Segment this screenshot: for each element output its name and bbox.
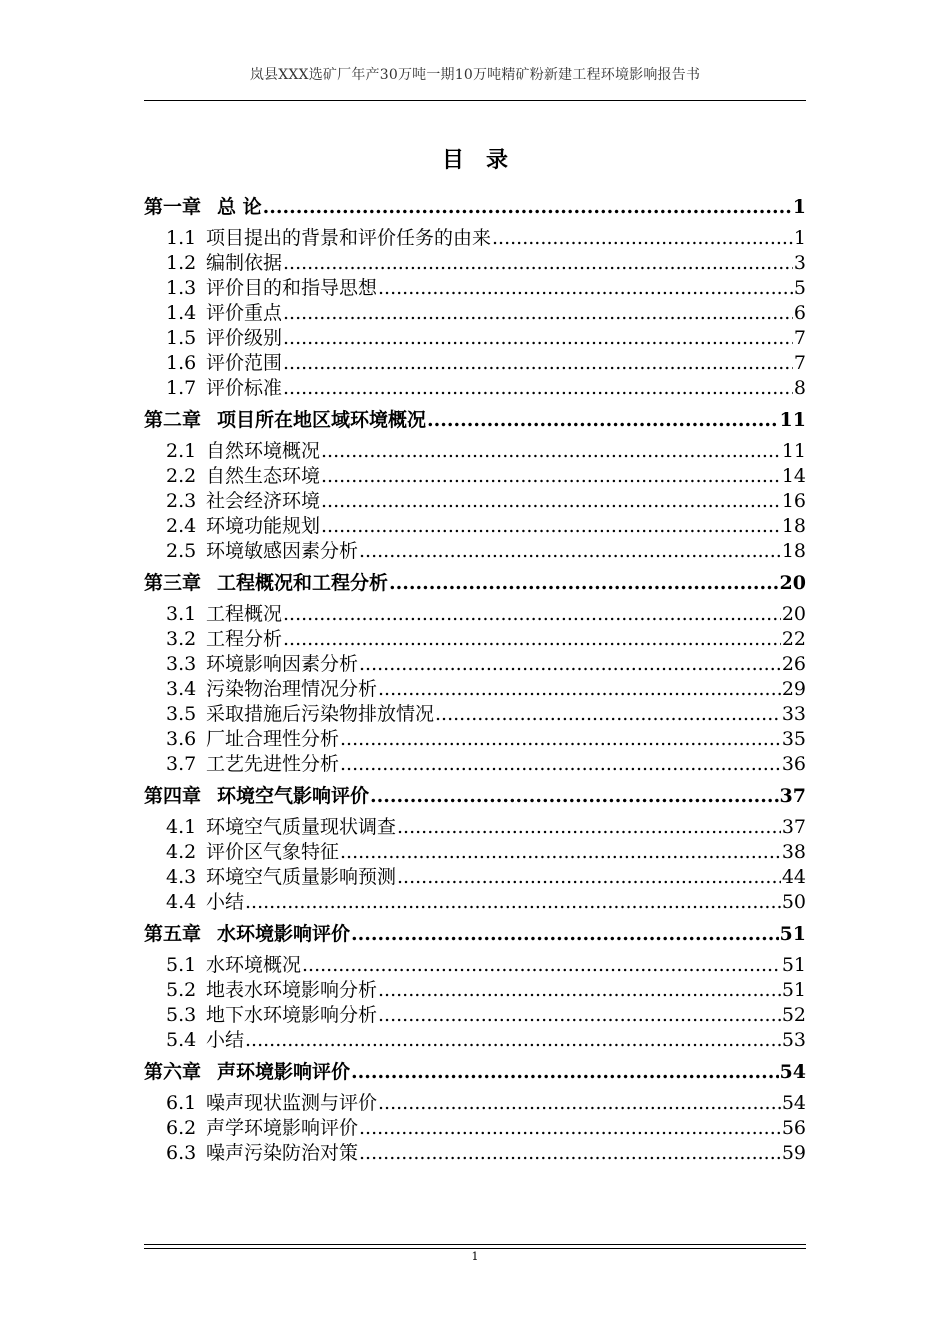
section-page-number: 59	[781, 1142, 806, 1164]
toc-chapter	[144, 568, 806, 781]
section-page-number: 50	[781, 891, 806, 913]
section-page-number: 36	[781, 753, 806, 775]
section-number: 2.4	[166, 515, 197, 537]
dot-leader	[378, 1003, 781, 1028]
dot-leader	[492, 226, 793, 251]
section-title: 环境影响因素分析	[206, 653, 359, 675]
toc-chapter-entry[interactable]	[144, 405, 806, 435]
section-title: 水环境概况	[206, 954, 302, 976]
toc-chapter-entry[interactable]	[144, 1057, 806, 1087]
dot-leader	[359, 1116, 781, 1141]
section-number: 1.6	[166, 352, 197, 374]
toc-section-entry[interactable]	[144, 752, 806, 777]
section-title: 声学环境影响评价	[206, 1117, 359, 1139]
section-title: 地表水环境影响分析	[206, 979, 378, 1001]
section-list	[144, 435, 806, 568]
section-number: 4.3	[166, 866, 197, 888]
chapter-page-number: 37	[779, 785, 806, 807]
section-page-number: 18	[781, 515, 806, 537]
dot-leader	[359, 1141, 781, 1166]
section-page-number: 26	[781, 653, 806, 675]
section-title: 环境空气质量影响预测	[206, 866, 397, 888]
toc-chapter	[144, 781, 806, 919]
section-number: 6.1	[166, 1092, 197, 1114]
section-title: 小结	[206, 891, 245, 913]
section-page-number: 8	[793, 377, 806, 399]
toc-section-entry[interactable]	[144, 1141, 806, 1166]
chapter-label: 第一章	[144, 196, 202, 218]
section-title: 工程分析	[206, 628, 283, 650]
dot-leader	[321, 439, 781, 464]
toc-section-entry[interactable]	[144, 326, 806, 351]
section-number: 1.2	[166, 252, 197, 274]
toc-title: 目录	[441, 147, 530, 173]
toc-section-entry[interactable]	[144, 652, 806, 677]
toc-section-entry[interactable]	[144, 464, 806, 489]
section-number: 6.3	[166, 1142, 197, 1164]
footer-rule-thin	[144, 1248, 806, 1249]
section-page-number: 35	[781, 728, 806, 750]
section-title: 评价标准	[206, 377, 283, 399]
chapter-title: 工程概况和工程分析	[217, 572, 389, 594]
section-title: 小结	[206, 1029, 245, 1051]
dot-leader	[321, 464, 781, 489]
section-page-number: 11	[781, 440, 806, 462]
section-number: 5.2	[166, 979, 197, 1001]
toc-section-entry[interactable]	[144, 677, 806, 702]
section-page-number: 3	[793, 252, 806, 274]
toc-section-entry[interactable]	[144, 727, 806, 752]
chapter-page-number: 20	[779, 572, 806, 594]
toc-section-entry[interactable]	[144, 489, 806, 514]
section-list	[144, 811, 806, 919]
chapter-label: 第五章	[144, 923, 202, 945]
section-page-number: 54	[781, 1092, 806, 1114]
toc-chapter-entry[interactable]	[144, 781, 806, 811]
section-title: 评价范围	[206, 352, 283, 374]
chapter-page-number: 11	[779, 409, 806, 431]
section-number: 2.3	[166, 490, 197, 512]
section-page-number: 7	[793, 327, 806, 349]
toc-section-entry[interactable]	[144, 1091, 806, 1116]
dot-leader	[340, 752, 781, 777]
dot-leader	[283, 627, 781, 652]
section-title: 工程概况	[206, 603, 283, 625]
toc-section-entry[interactable]	[144, 840, 806, 865]
section-title: 环境空气质量现状调查	[206, 816, 397, 838]
dot-leader	[351, 919, 779, 949]
toc-section-entry[interactable]	[144, 251, 806, 276]
section-title: 采取措施后污染物排放情况	[206, 703, 435, 725]
dot-leader	[321, 489, 781, 514]
section-page-number: 51	[781, 954, 806, 976]
section-list	[144, 949, 806, 1057]
dot-leader	[283, 301, 793, 326]
toc-chapter-entry[interactable]	[144, 568, 806, 598]
toc-chapter-entry[interactable]	[144, 919, 806, 949]
toc-section-entry[interactable]	[144, 514, 806, 539]
dot-leader	[389, 568, 779, 598]
chapter-page-number: 54	[779, 1061, 806, 1083]
chapter-title: 环境空气影响评价	[217, 785, 370, 807]
section-number: 2.1	[166, 440, 197, 462]
section-number: 4.2	[166, 841, 197, 863]
toc-section-entry[interactable]	[144, 1028, 806, 1053]
toc-section-entry[interactable]	[144, 702, 806, 727]
dot-leader	[370, 781, 779, 811]
toc-section-entry[interactable]	[144, 351, 806, 376]
dot-leader	[397, 865, 781, 890]
section-page-number: 44	[781, 866, 806, 888]
footer-rule	[144, 1244, 806, 1245]
section-number: 1.3	[166, 277, 197, 299]
section-number: 5.4	[166, 1029, 197, 1051]
dot-leader	[245, 1028, 781, 1053]
section-title: 污染物治理情况分析	[206, 678, 378, 700]
chapter-title: 声环境影响评价	[217, 1061, 351, 1083]
toc-section-entry[interactable]	[144, 815, 806, 840]
section-title: 评价级别	[206, 327, 283, 349]
section-page-number: 14	[781, 465, 806, 487]
section-page-number: 6	[793, 302, 806, 324]
section-page-number: 18	[781, 540, 806, 562]
section-number: 1.5	[166, 327, 197, 349]
section-number: 1.7	[166, 377, 197, 399]
section-title: 自然环境概况	[206, 440, 321, 462]
chapter-page-number: 1	[792, 196, 806, 218]
section-number: 1.1	[166, 227, 197, 249]
dot-leader	[359, 539, 781, 564]
section-number: 3.2	[166, 628, 197, 650]
toc-section-entry[interactable]	[144, 1003, 806, 1028]
section-page-number: 38	[781, 841, 806, 863]
section-number: 3.1	[166, 603, 197, 625]
toc-section-entry[interactable]	[144, 539, 806, 564]
section-number: 1.4	[166, 302, 197, 324]
section-number: 2.5	[166, 540, 197, 562]
section-page-number: 5	[793, 277, 806, 299]
toc-section-entry[interactable]	[144, 376, 806, 401]
section-number: 3.7	[166, 753, 197, 775]
toc-chapter-entry[interactable]	[144, 192, 806, 222]
table-of-contents	[144, 192, 806, 1170]
section-page-number: 20	[781, 603, 806, 625]
section-title: 环境敏感因素分析	[206, 540, 359, 562]
section-page-number: 56	[781, 1117, 806, 1139]
toc-section-entry[interactable]	[144, 953, 806, 978]
section-page-number: 37	[781, 816, 806, 838]
section-list	[144, 222, 806, 405]
section-number: 5.1	[166, 954, 197, 976]
section-title: 环境功能规划	[206, 515, 321, 537]
dot-leader	[245, 890, 781, 915]
section-title: 工艺先进性分析	[206, 753, 340, 775]
dot-leader	[378, 677, 781, 702]
section-title: 评价目的和指导思想	[206, 277, 378, 299]
section-number: 3.6	[166, 728, 197, 750]
section-page-number: 22	[781, 628, 806, 650]
chapter-page-number: 51	[779, 923, 806, 945]
chapter-label: 第三章	[144, 572, 202, 594]
toc-chapter	[144, 192, 806, 405]
section-list	[144, 598, 806, 781]
toc-chapter	[144, 405, 806, 568]
dot-leader	[283, 326, 793, 351]
section-number: 3.3	[166, 653, 197, 675]
dot-leader	[359, 652, 781, 677]
dot-leader	[378, 276, 793, 301]
section-list	[144, 1087, 806, 1170]
section-title: 评价重点	[206, 302, 283, 324]
toc-section-entry[interactable]	[144, 1116, 806, 1141]
dot-leader	[283, 251, 793, 276]
section-title: 评价区气象特征	[206, 841, 340, 863]
section-page-number: 53	[781, 1029, 806, 1051]
section-title: 地下水环境影响分析	[206, 1004, 378, 1026]
section-page-number: 7	[793, 352, 806, 374]
dot-leader	[283, 376, 793, 401]
section-number: 3.5	[166, 703, 197, 725]
section-page-number: 52	[781, 1004, 806, 1026]
chapter-label: 第四章	[144, 785, 202, 807]
dot-leader	[351, 1057, 779, 1087]
section-page-number: 16	[781, 490, 806, 512]
chapter-title: 项目所在地区域环境概况	[217, 409, 427, 431]
chapter-title: 总 论	[217, 196, 262, 218]
header-rule	[144, 100, 806, 101]
running-header: 岚县XXX选矿厂年产30万吨一期10万吨精矿粉新建工程环境影响报告书	[249, 67, 701, 83]
section-page-number: 33	[781, 703, 806, 725]
section-title: 项目提出的背景和评价任务的由来	[206, 227, 492, 249]
dot-leader	[321, 514, 781, 539]
toc-section-entry[interactable]	[144, 602, 806, 627]
dot-leader	[340, 840, 781, 865]
toc-section-entry[interactable]	[144, 439, 806, 464]
toc-section-entry[interactable]	[144, 978, 806, 1003]
toc-chapter	[144, 919, 806, 1057]
section-title: 社会经济环境	[206, 490, 321, 512]
section-page-number: 1	[793, 227, 806, 249]
section-title: 编制依据	[206, 252, 283, 274]
section-page-number: 29	[781, 678, 806, 700]
dot-leader	[283, 351, 793, 376]
section-number: 4.1	[166, 816, 197, 838]
section-title: 噪声现状监测与评价	[206, 1092, 378, 1114]
chapter-label: 第二章	[144, 409, 202, 431]
toc-section-entry[interactable]	[144, 890, 806, 915]
chapter-label: 第六章	[144, 1061, 202, 1083]
dot-leader	[340, 727, 781, 752]
section-title: 自然生态环境	[206, 465, 321, 487]
dot-leader	[427, 405, 779, 435]
dot-leader	[263, 192, 792, 222]
dot-leader	[378, 978, 781, 1003]
dot-leader	[283, 602, 781, 627]
toc-section-entry[interactable]	[144, 865, 806, 890]
dot-leader	[378, 1091, 781, 1116]
section-number: 4.4	[166, 891, 197, 913]
section-page-number: 51	[781, 979, 806, 1001]
section-number: 5.3	[166, 1004, 197, 1026]
dot-leader	[302, 953, 781, 978]
toc-section-entry[interactable]	[144, 301, 806, 326]
section-number: 2.2	[166, 465, 197, 487]
section-title: 厂址合理性分析	[206, 728, 340, 750]
toc-chapter	[144, 1057, 806, 1170]
section-title: 噪声污染防治对策	[206, 1142, 359, 1164]
section-number: 6.2	[166, 1117, 197, 1139]
toc-section-entry[interactable]	[144, 276, 806, 301]
page-number: 1	[471, 1250, 479, 1263]
chapter-title: 水环境影响评价	[217, 923, 351, 945]
dot-leader	[435, 702, 781, 727]
section-number: 3.4	[166, 678, 197, 700]
dot-leader	[397, 815, 781, 840]
toc-section-entry[interactable]	[144, 226, 806, 251]
toc-section-entry[interactable]	[144, 627, 806, 652]
